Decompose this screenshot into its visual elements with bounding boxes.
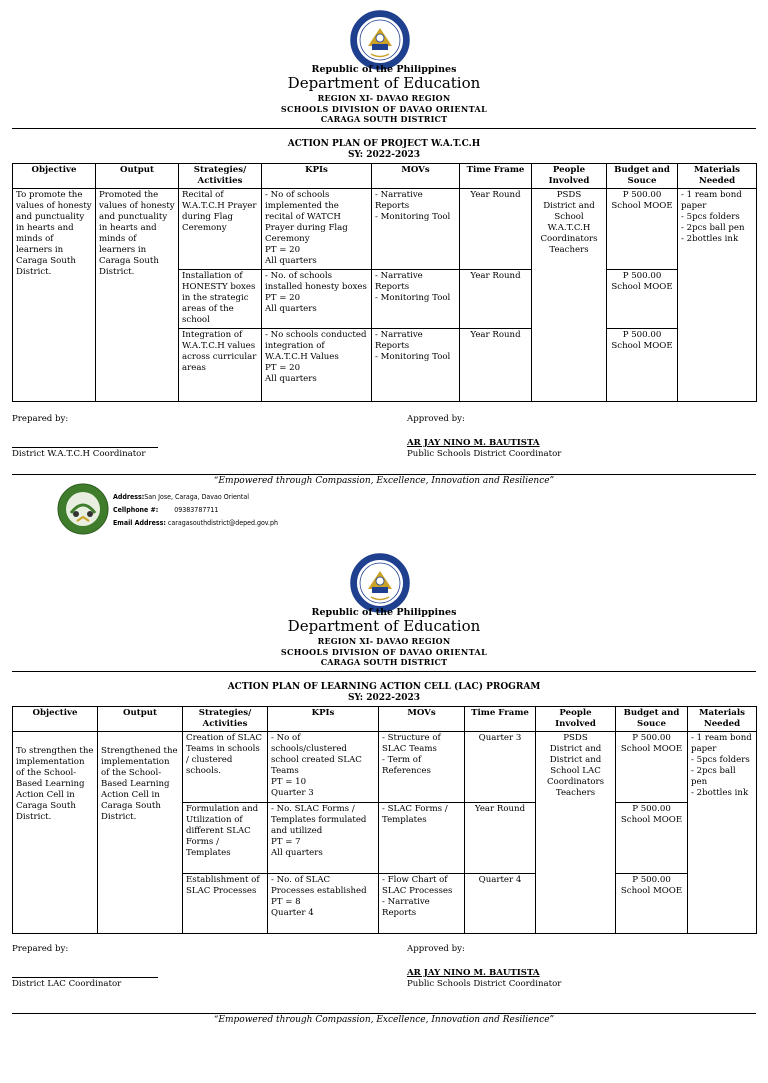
strategy-cell: Integration of W.A.T.C.H values across curricular areas — [179, 329, 262, 402]
column-header: Time Frame — [460, 164, 532, 189]
approved-by-role: Public Schools District Coordinator — [407, 449, 562, 459]
budget-cell: P 500.00 School MOOE — [616, 803, 688, 874]
kpi-cell: - No schools conducted integration of W.A.T.C.H Values PT = 20 All quarters — [262, 329, 372, 402]
output-cell: Strengthened the implementation of the School-Based Learning Action Cell in Caraga South District. — [98, 732, 183, 934]
header-department: Department of Education — [287, 74, 481, 92]
column-header: Objective — [13, 164, 96, 189]
time-frame-cell: Year Round — [460, 189, 532, 270]
table-header-row — [13, 164, 757, 189]
approved-by-label: Approved by: — [407, 944, 465, 954]
email-label: Email Address: — [113, 519, 166, 527]
column-header: MOVs — [379, 707, 465, 732]
action-plan-table — [12, 706, 757, 934]
column-header: Output — [96, 164, 179, 189]
column-header: Materials Needed — [678, 164, 757, 189]
strategy-cell: Installation of HONESTY boxes in the strategic areas of the school — [179, 270, 262, 329]
column-header: Output — [98, 707, 183, 732]
approved-by-name: AR JAY NINO M. BAUTISTA — [407, 968, 540, 978]
column-header: MOVs — [372, 164, 460, 189]
prepared-by-role: District W.A.T.C.H Coordinator — [12, 449, 146, 459]
signature-line — [12, 447, 158, 448]
kpi-cell: - No of schools/clustered school created SLAC Teams PT = 10 Quarter 3 — [268, 732, 379, 803]
approved-by-name: AR JAY NINO M. BAUTISTA — [407, 438, 540, 448]
footer-divider — [12, 474, 756, 475]
objective-cell: To promote the values of honesty and punctuality in hearts and minds of learners in Caraga South District. — [13, 189, 96, 402]
header-division: SCHOOLS DIVISION OF DAVAO ORIENTAL — [280, 104, 488, 114]
column-header: KPIs — [268, 707, 379, 732]
approved-by-role: Public Schools District Coordinator — [407, 979, 562, 989]
prepared-by-label: Prepared by: — [12, 944, 69, 954]
budget-cell: P 500.00 School MOOE — [616, 732, 688, 803]
mov-cell: - Structure of SLAC Teams - Term of References — [379, 732, 465, 803]
table-row — [13, 732, 757, 803]
time-frame-cell: Year Round — [465, 803, 536, 874]
deped-seal-icon — [350, 553, 410, 613]
cellphone-value: 09383787711 — [174, 506, 219, 514]
header-republic: Republic of the Philippines — [311, 607, 457, 618]
people-involved-cell: PSDS District and District and School LAC Coordinators Teachers — [536, 732, 616, 934]
time-frame-cell: Quarter 4 — [465, 874, 536, 934]
prepared-by-label: Prepared by: — [12, 414, 69, 424]
email-line — [113, 517, 278, 530]
strategy-cell: Formulation and Utilization of different SLAC Forms / Templates — [183, 803, 268, 874]
header-region: REGION XI- DAVAO REGION — [317, 93, 451, 103]
header-division: SCHOOLS DIVISION OF DAVAO ORIENTAL — [280, 647, 488, 657]
motto: “Empowered through Compassion, Excellence, Innovation and Resilience” — [213, 1015, 555, 1025]
approved-by-label: Approved by: — [407, 414, 465, 424]
page-1 — [0, 0, 768, 540]
email-value: caragasouthdistrict@deped.gov.ph — [167, 519, 278, 527]
materials-cell: - 1 ream bond paper - 5pcs folders - 2pcs ball pen - 2bottles ink — [688, 732, 757, 934]
column-header: Strategies/ Activities — [183, 707, 268, 732]
header-district: CARAGA SOUTH DISTRICT — [320, 114, 448, 124]
budget-cell: P 500.00 School MOOE — [607, 189, 678, 270]
column-header: Time Frame — [465, 707, 536, 732]
header-district: CARAGA SOUTH DISTRICT — [320, 657, 448, 667]
prepared-by-role: District LAC Coordinator — [12, 979, 122, 989]
column-header: People Involved — [536, 707, 616, 732]
table-row — [13, 189, 757, 270]
plan-title: ACTION PLAN OF LEARNING ACTION CELL (LAC) PROGRAM — [227, 682, 541, 692]
cellphone-label: Cellphone #: — [113, 506, 159, 514]
cellphone-line — [113, 504, 218, 517]
address-line — [113, 491, 249, 504]
people-involved-cell: PSDS District and School W.A.T.C.H Coordinators Teachers — [532, 189, 607, 402]
budget-cell: P 500.00 School MOOE — [607, 270, 678, 329]
page-2 — [0, 543, 768, 1083]
objective-cell: To strengthen the implementation of the School-Based Learning Action Cell in Caraga South District. — [13, 732, 98, 934]
kpi-cell: - No. SLAC Forms / Templates formulated and utilized PT = 7 All quarters — [268, 803, 379, 874]
plan-title: ACTION PLAN OF PROJECT W.A.T.C.H — [287, 139, 481, 149]
deped-seal-icon — [350, 10, 410, 70]
mov-cell: - Narrative Reports - Monitoring Tool — [372, 189, 460, 270]
time-frame-cell: Quarter 3 — [465, 732, 536, 803]
time-frame-cell: Year Round — [460, 270, 532, 329]
header-divider — [12, 128, 756, 129]
motto: “Empowered through Compassion, Excellence, Innovation and Resilience” — [213, 476, 555, 486]
address-value: San Jose, Caraga, Davao Oriental — [144, 493, 249, 501]
strategy-cell: Creation of SLAC Teams in schools / clustered schools. — [183, 732, 268, 803]
output-cell: Promoted the values of honesty and punctuality in hearts and minds of learners in Caraga South District. — [96, 189, 179, 402]
address-label: Address: — [113, 493, 145, 501]
header-republic: Republic of the Philippines — [311, 64, 457, 75]
strategy-cell: Establishment of SLAC Processes — [183, 874, 268, 934]
column-header: Budget and Souce — [607, 164, 678, 189]
materials-cell: - 1 ream bond paper - 5pcs folders - 2pcs ball pen - 2bottles ink — [678, 189, 757, 402]
signature-line — [12, 977, 158, 978]
kpi-cell: - No. of schools installed honesty boxes PT = 20 All quarters — [262, 270, 372, 329]
mov-cell: - Narrative Reports - Monitoring Tool — [372, 329, 460, 402]
header-divider — [12, 671, 756, 672]
strategy-cell: Recital of W.A.T.C.H Prayer during Flag Ceremony — [179, 189, 262, 270]
time-frame-cell: Year Round — [460, 329, 532, 402]
budget-cell: P 500.00 School MOOE — [616, 874, 688, 934]
column-header: Materials Needed — [688, 707, 757, 732]
mov-cell: - Narrative Reports - Monitoring Tool — [372, 270, 460, 329]
column-header: Objective — [13, 707, 98, 732]
table-header-row — [13, 707, 757, 732]
plan-school-year: SY: 2022-2023 — [347, 693, 421, 703]
footer-divider — [12, 1013, 756, 1014]
column-header: KPIs — [262, 164, 372, 189]
district-logo-icon — [57, 483, 109, 535]
budget-cell: P 500.00 School MOOE — [607, 329, 678, 402]
column-header: People Involved — [532, 164, 607, 189]
mov-cell: - SLAC Forms / Templates — [379, 803, 465, 874]
column-header: Budget and Souce — [616, 707, 688, 732]
kpi-cell: - No. of SLAC Processes established PT = 8 Quarter 4 — [268, 874, 379, 934]
action-plan-table — [12, 163, 757, 402]
column-header: Strategies/ Activities — [179, 164, 262, 189]
plan-school-year: SY: 2022-2023 — [347, 150, 421, 160]
mov-cell: - Flow Chart of SLAC Processes - Narrative Reports — [379, 874, 465, 934]
kpi-cell: - No of schools implemented the recital of WATCH Prayer during Flag Ceremony PT = 20 All quarters — [262, 189, 372, 270]
header-department: Department of Education — [287, 617, 481, 635]
header-region: REGION XI- DAVAO REGION — [317, 636, 451, 646]
